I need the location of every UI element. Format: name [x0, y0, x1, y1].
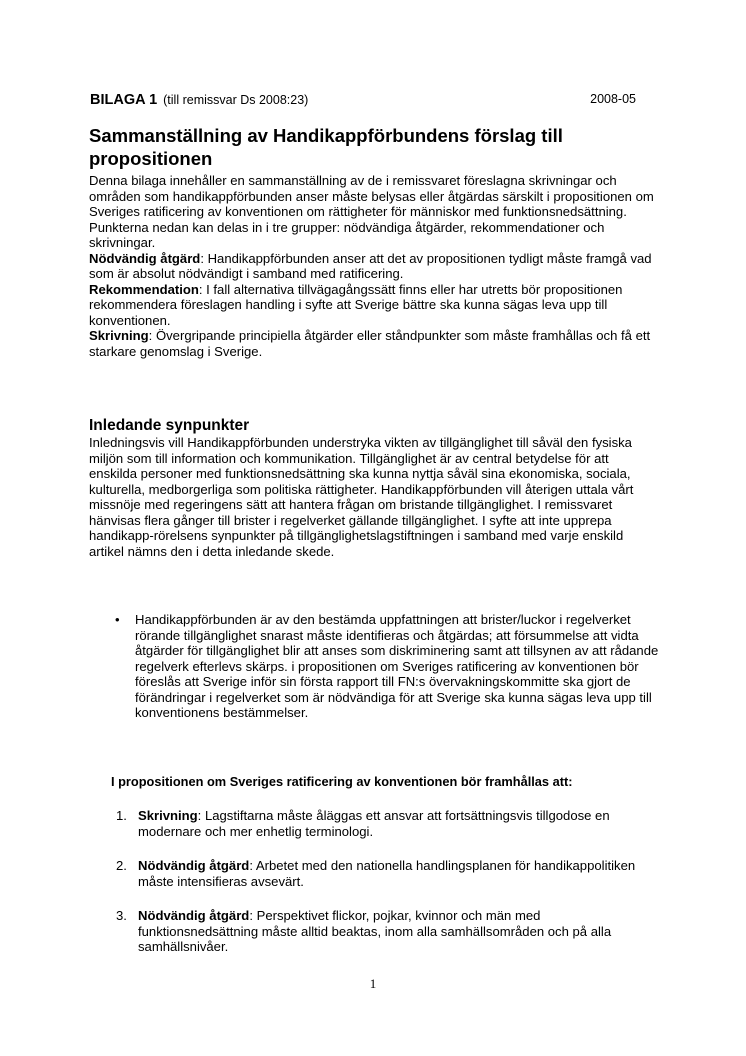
bullet-icon: • — [115, 612, 120, 627]
list-lead: I propositionen om Sveriges ratificering av konventionen bör framhållas att: — [111, 774, 573, 789]
item-text: : Perspektivet flickor, pojkar, kvinnor och män med funktionsnedsättning måste alltid beaktas, inom alla samhällsområden och på alla samhällsnivåer. — [138, 908, 612, 954]
bullet-list — [115, 612, 660, 721]
definition-label: Skrivning — [89, 328, 149, 343]
numbered-item — [116, 908, 661, 955]
item-number: 1. — [116, 808, 127, 823]
intro-paragraph-2: Punkterna nedan kan delas in i tre grupper: nödvändiga åtgärder, rekommendationer och skrivningar. — [89, 219, 605, 250]
definition-text: : Handikappförbunden anser att det av propositionen tydligt måste framgå vad som är absolut nödvändigt i samband med ratificering. — [89, 250, 652, 281]
page-header — [90, 91, 636, 111]
document-date: 2008-05 — [590, 92, 636, 106]
numbered-item — [116, 808, 661, 839]
document-title: Sammanställning av Handikappförbundens förslag till propositionen — [89, 125, 563, 169]
definition-label: Rekommendation — [89, 281, 199, 297]
numbered-item — [116, 858, 661, 889]
item-label: Nödvändig åtgärd — [138, 858, 250, 873]
intro-section — [89, 173, 659, 359]
item-label: Nödvändig åtgärd — [138, 908, 250, 923]
definition-text: : Övergripande principiella åtgärder eller ståndpunkter som måste framhållas och få ett starkare genomslag i Sverige. — [89, 328, 651, 359]
section-heading: Inledande synpunkter — [89, 417, 250, 434]
intro-definition-necessary — [89, 251, 659, 282]
intro-paragraph-1: Denna bilaga innehåller en sammanställning av de i remissvaret föreslagna skrivningar och områden som handikappförbunden anser måste belysas eller åtgärdas särskilt i propositionen om Sveriges ratificering av konventionen om rättigheter för människor med funktionsnedsättning. — [89, 173, 654, 219]
appendix-label: BILAGA 1 — [90, 92, 158, 108]
definition-text: : I fall alternativa tillvägagångssätt finns eller har utretts bör propositionen rekommendera föreslagen handling i syfte att Sverige bättre ska kunna sägas leva upp till konventionen. — [89, 281, 623, 328]
page-number: 1 — [369, 976, 377, 991]
item-text: : Arbetet med den nationella handlingsplanen för handikappolitiken måste intensifieras avsevärt. — [138, 858, 636, 889]
definition-label: Nödvändig åtgärd — [89, 250, 201, 266]
item-text: : Lagstiftarna måste åläggas ett ansvar att fortsättningsvis tillgodose en modernare och mer enhetlig terminologi. — [138, 808, 610, 839]
intro-definition-recommendation — [89, 282, 659, 329]
intro-definition-wording — [89, 328, 659, 359]
appendix-reference: (till remissvar Ds 2008:23) — [163, 93, 309, 107]
item-number: 2. — [116, 858, 127, 873]
section-body: Inledningsvis vill Handikappförbunden understryka vikten av tillgänglighet till såväl den fysiska miljön som till information och kommunikation. Tillgänglighet är av central betydelse för att enskilda personer med funktionsnedsättning ska kunna nyttja såväl sina ekonomiska, sociala, kulturella, medborgerliga som politiska rättigheter. Handikappförbunden vill återigen uttala vårt missnöje med regeringens sätt att hantera frågan om bristande tillgänglighet. I remissvaret hänvisas flera gånger till brister i regelverket gällande tillgänglighet. I syfte att inte upprepa handikapp-rörelsens synpunkter på tillgänglighetslagstiftningen i samband med varje enskild artikel nämns den i detta inledande skede. — [89, 435, 634, 559]
item-label: Skrivning — [138, 808, 198, 823]
bullet-text: Handikappförbunden är av den bestämda uppfattningen att brister/luckor i regelverket rörande tillgänglighet snarast måste identifieras och åtgärdas; att försummelse att vidta åtgärder för tillgänglighet blir att anses som diskriminering samt att tillsynen av att rådande regelverk efterlevs skärps. i propositionen om Sveriges ratificering av konventionen bör föreslås att Sverige inför sin första rapport till FN:s övervakningskommitte ska gjort de förändringar i regelverket som är nödvändiga för att Sverige ska kunna sägas leva upp till konventionens bestämmelser. — [135, 612, 659, 720]
item-number: 3. — [116, 908, 127, 923]
list-item — [115, 612, 660, 721]
